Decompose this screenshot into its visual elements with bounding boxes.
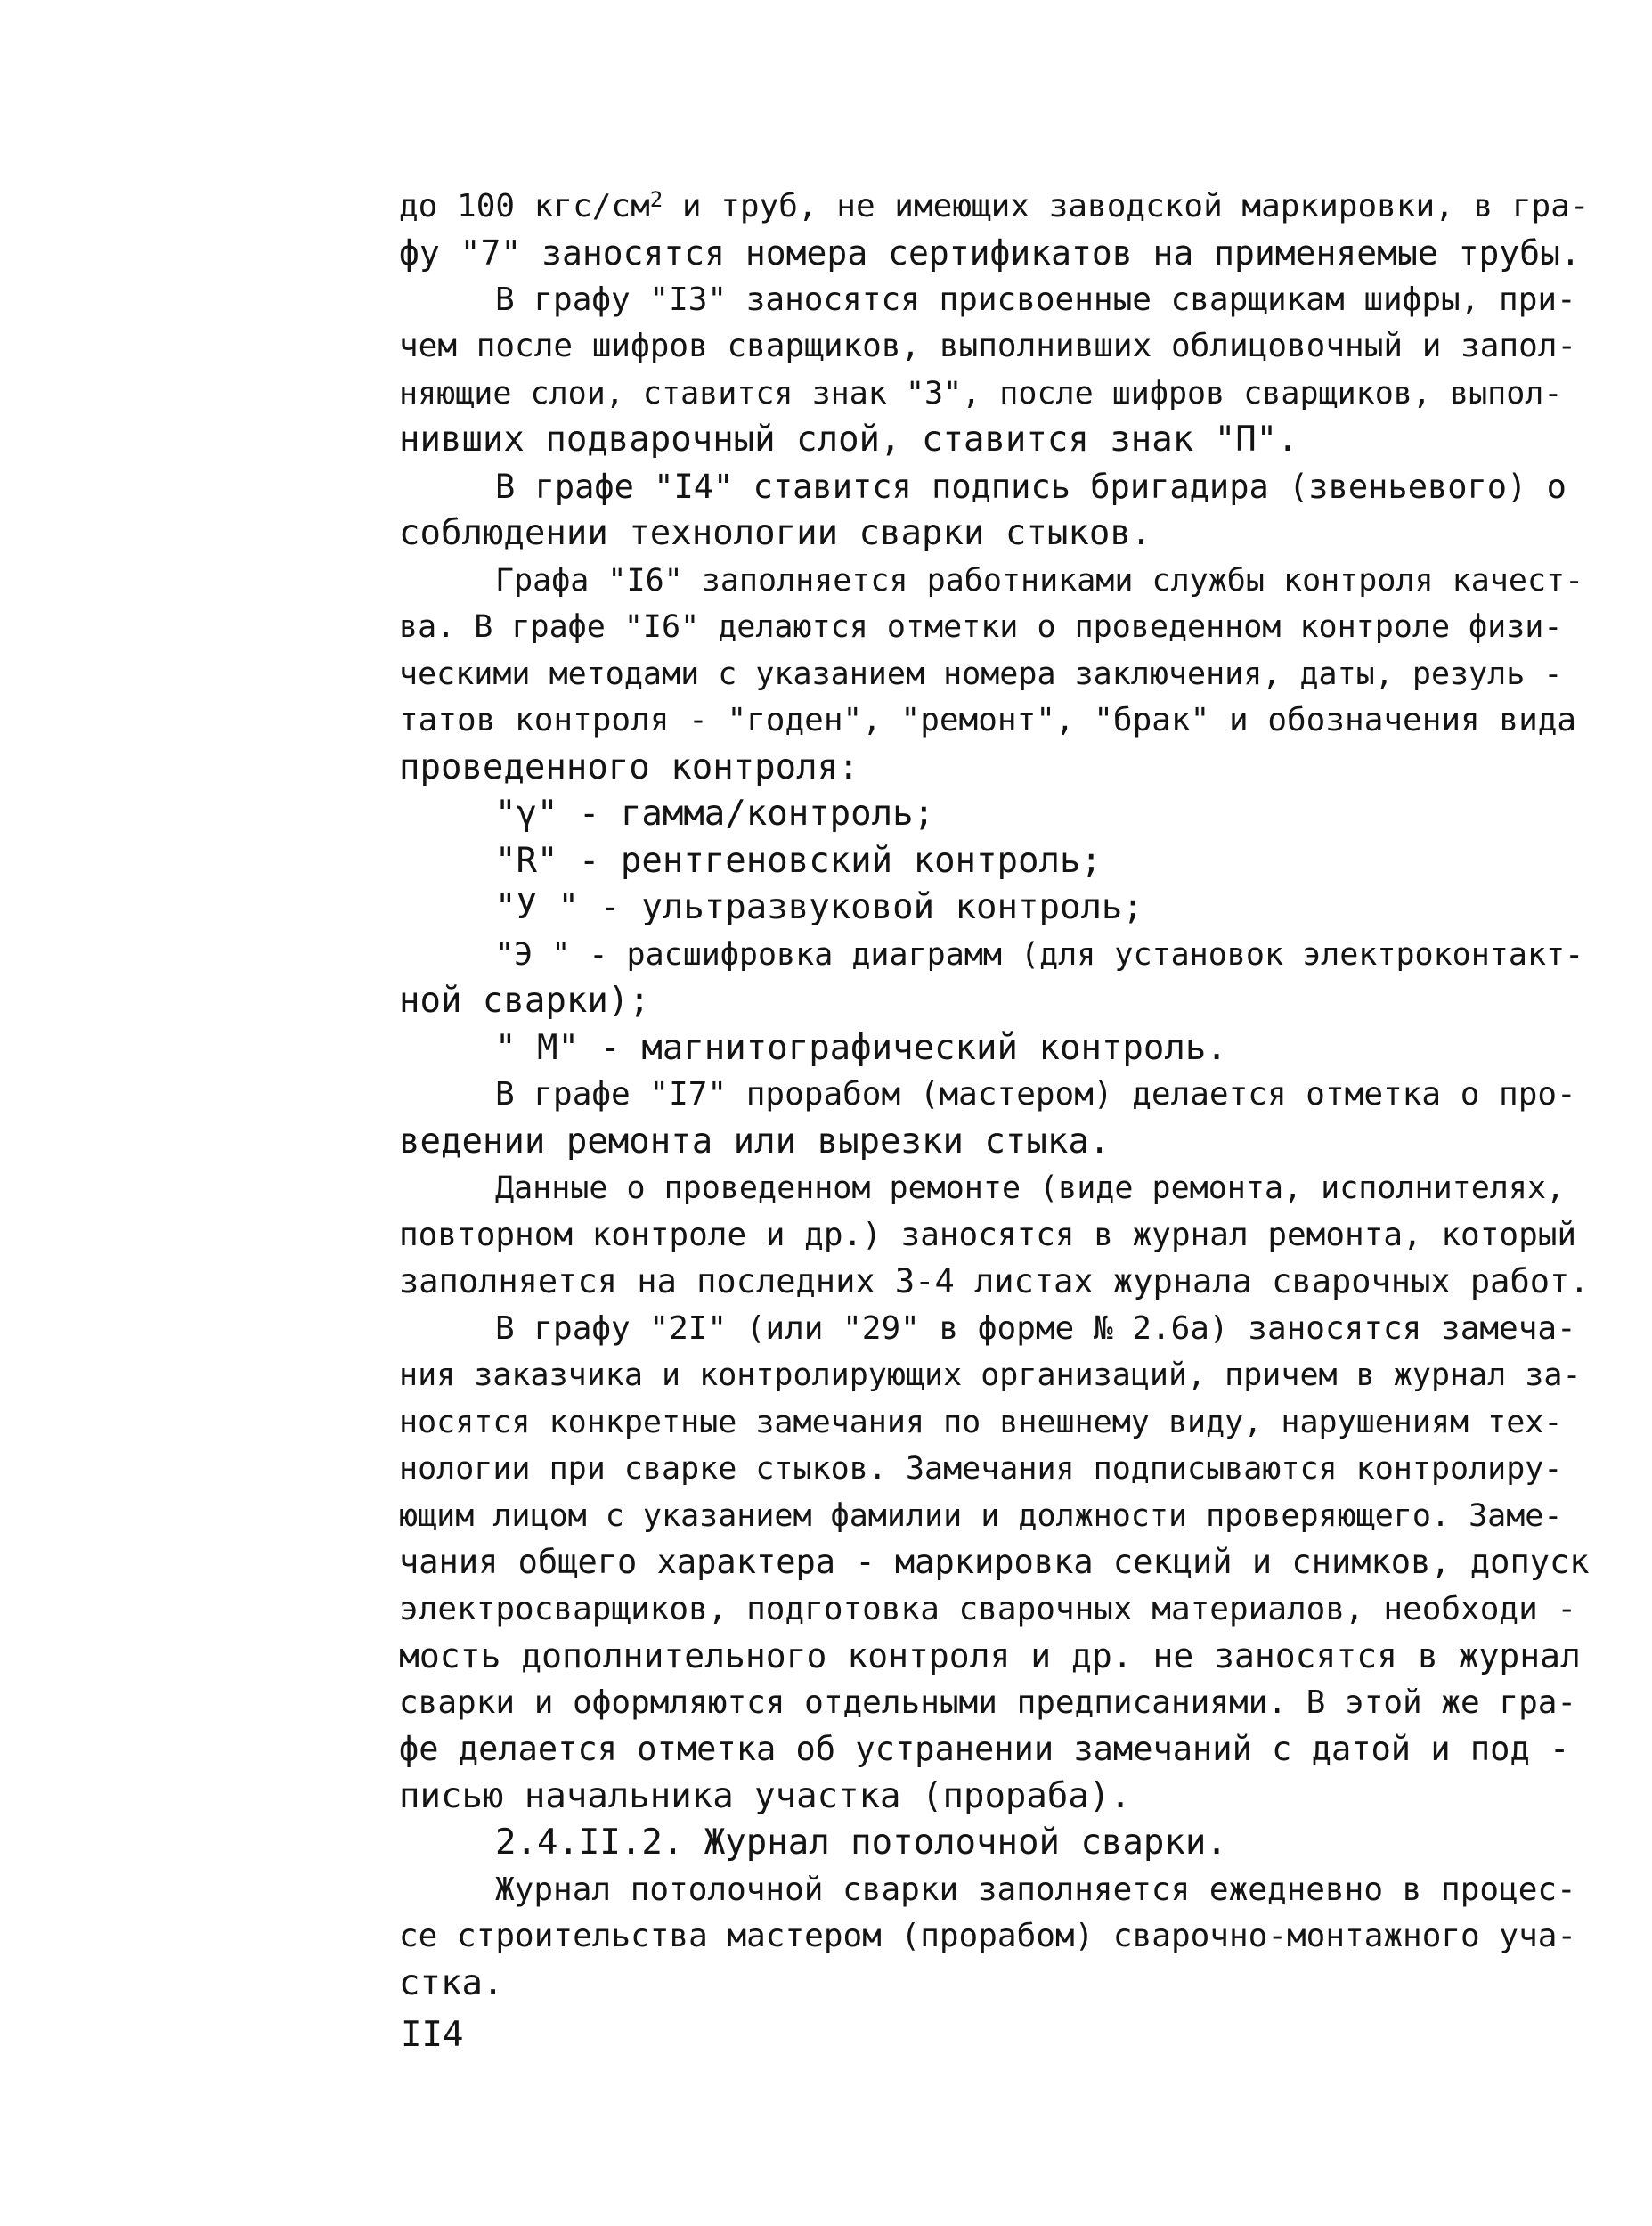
text-line-8: соблюдении технологии сварки стыков. xyxy=(399,513,1152,553)
text-line-30: чания общего характера - маркировка секций и снимков, допуск xyxy=(399,1543,1590,1581)
text-line-1-start: до 100 кгс/см xyxy=(399,188,650,224)
superscript-2: 2 xyxy=(649,187,663,212)
text-line-31: электросварщиков, подготовка сварочных материалов, необходи - xyxy=(399,1591,1577,1627)
text-line-35: писью начальника участка (прораба). xyxy=(399,1776,1131,1816)
text-line-1 xyxy=(399,185,1590,228)
text-line-23: повторном контроле и др.) заносятся в журнал ремонта, который xyxy=(399,1217,1577,1253)
text-line-33: сварки и оформляются отдельными предписаниями. В этой же гра- xyxy=(399,1684,1577,1721)
text-line-13: проведенного контроля: xyxy=(399,747,859,787)
section-heading: 2.4.II.2. Журнал потолочной сварки. xyxy=(495,1822,1227,1863)
text-line-15: "R" - рентгеновский контроль; xyxy=(495,841,1102,881)
text-line-24: заполняется на последних 3-4 листах журнала сварочных работ. xyxy=(399,1262,1590,1301)
text-line-4: чем после шифров сварщиков, выполнивших облицовочный и запол- xyxy=(399,328,1577,364)
text-line-9: Графа "I6" заполняется работниками службы контроля качест- xyxy=(495,563,1584,599)
text-line-32: мость дополнительного контроля и др. не заносятся в журнал xyxy=(399,1636,1581,1676)
text-line-17: "Э " - расшифровка диаграмм (для установок электроконтакт- xyxy=(495,937,1584,973)
text-line-12: татов контроля - "годен", "ремонт", "брак" и обозначения вида xyxy=(399,702,1577,738)
text-line-39: стка. xyxy=(399,1963,504,2003)
text-line-34: фе делается отметка об устранении замечаний с датой и под - xyxy=(399,1730,1570,1768)
text-line-5: няющие слои, ставится знак "З", после шифров сварщиков, выпол- xyxy=(399,376,1563,412)
text-line-3: В графу "I3" заносятся присвоенные сварщикам шифры, при- xyxy=(495,281,1576,318)
text-line-7: В графе "I4" ставится подпись бригадира (звеньевого) о xyxy=(495,468,1567,506)
text-line-29: ющим лицом с указанием фамилии и должности проверяющего. Заме- xyxy=(399,1498,1563,1534)
text-line-20: В графе "I7" прорабом (мастером) делается отметка о про- xyxy=(495,1076,1576,1113)
text-line-16: "У " - ультразвуковой контроль; xyxy=(495,887,1143,927)
text-line-21: ведении ремонта или вырезки стыка. xyxy=(399,1121,1111,1162)
text-line-37: Журнал потолочной сварки заполняется ежедневно в процес- xyxy=(495,1871,1576,1908)
text-line-1-end: и труб, не имеющих заводской маркировки, в гра- xyxy=(663,188,1590,224)
text-line-26: ния заказчика и контролирующих организаций, причем в журнал за- xyxy=(399,1358,1582,1393)
text-line-2: фу "7" заносятся номера сертификатов на применяемые трубы. xyxy=(399,233,1581,273)
text-line-6: нивших подварочный слой, ставится знак "П". xyxy=(399,420,1298,460)
text-line-27: носятся конкретные замечания по внешнему виду, нарушениям тех- xyxy=(399,1405,1563,1440)
page-number: II4 xyxy=(401,2015,464,2055)
text-line-19: " М" - магнитографический контроль. xyxy=(495,1028,1227,1068)
text-line-38: се строительства мастером (прорабом) сварочно-монтажного уча- xyxy=(399,1918,1577,1954)
text-line-25: В графу "2I" (или "29" в форме № 2.6а) заносятся замеча- xyxy=(495,1310,1576,1347)
text-line-22: Данные о проведенном ремонте (виде ремонта, исполнителях, xyxy=(495,1170,1566,1206)
text-line-14: "γ" - гамма/контроль; xyxy=(495,794,935,834)
text-line-10: ва. В графе "I6" делаются отметки о проведенном контроле физи- xyxy=(399,609,1563,645)
text-line-28: нологии при сварке стыков. Замечания подписываются контролиру- xyxy=(399,1451,1563,1487)
text-line-18: ной сварки); xyxy=(399,981,650,1021)
text-line-11: ческими методами с указанием номера заключения, даты, резуль - xyxy=(399,656,1563,692)
